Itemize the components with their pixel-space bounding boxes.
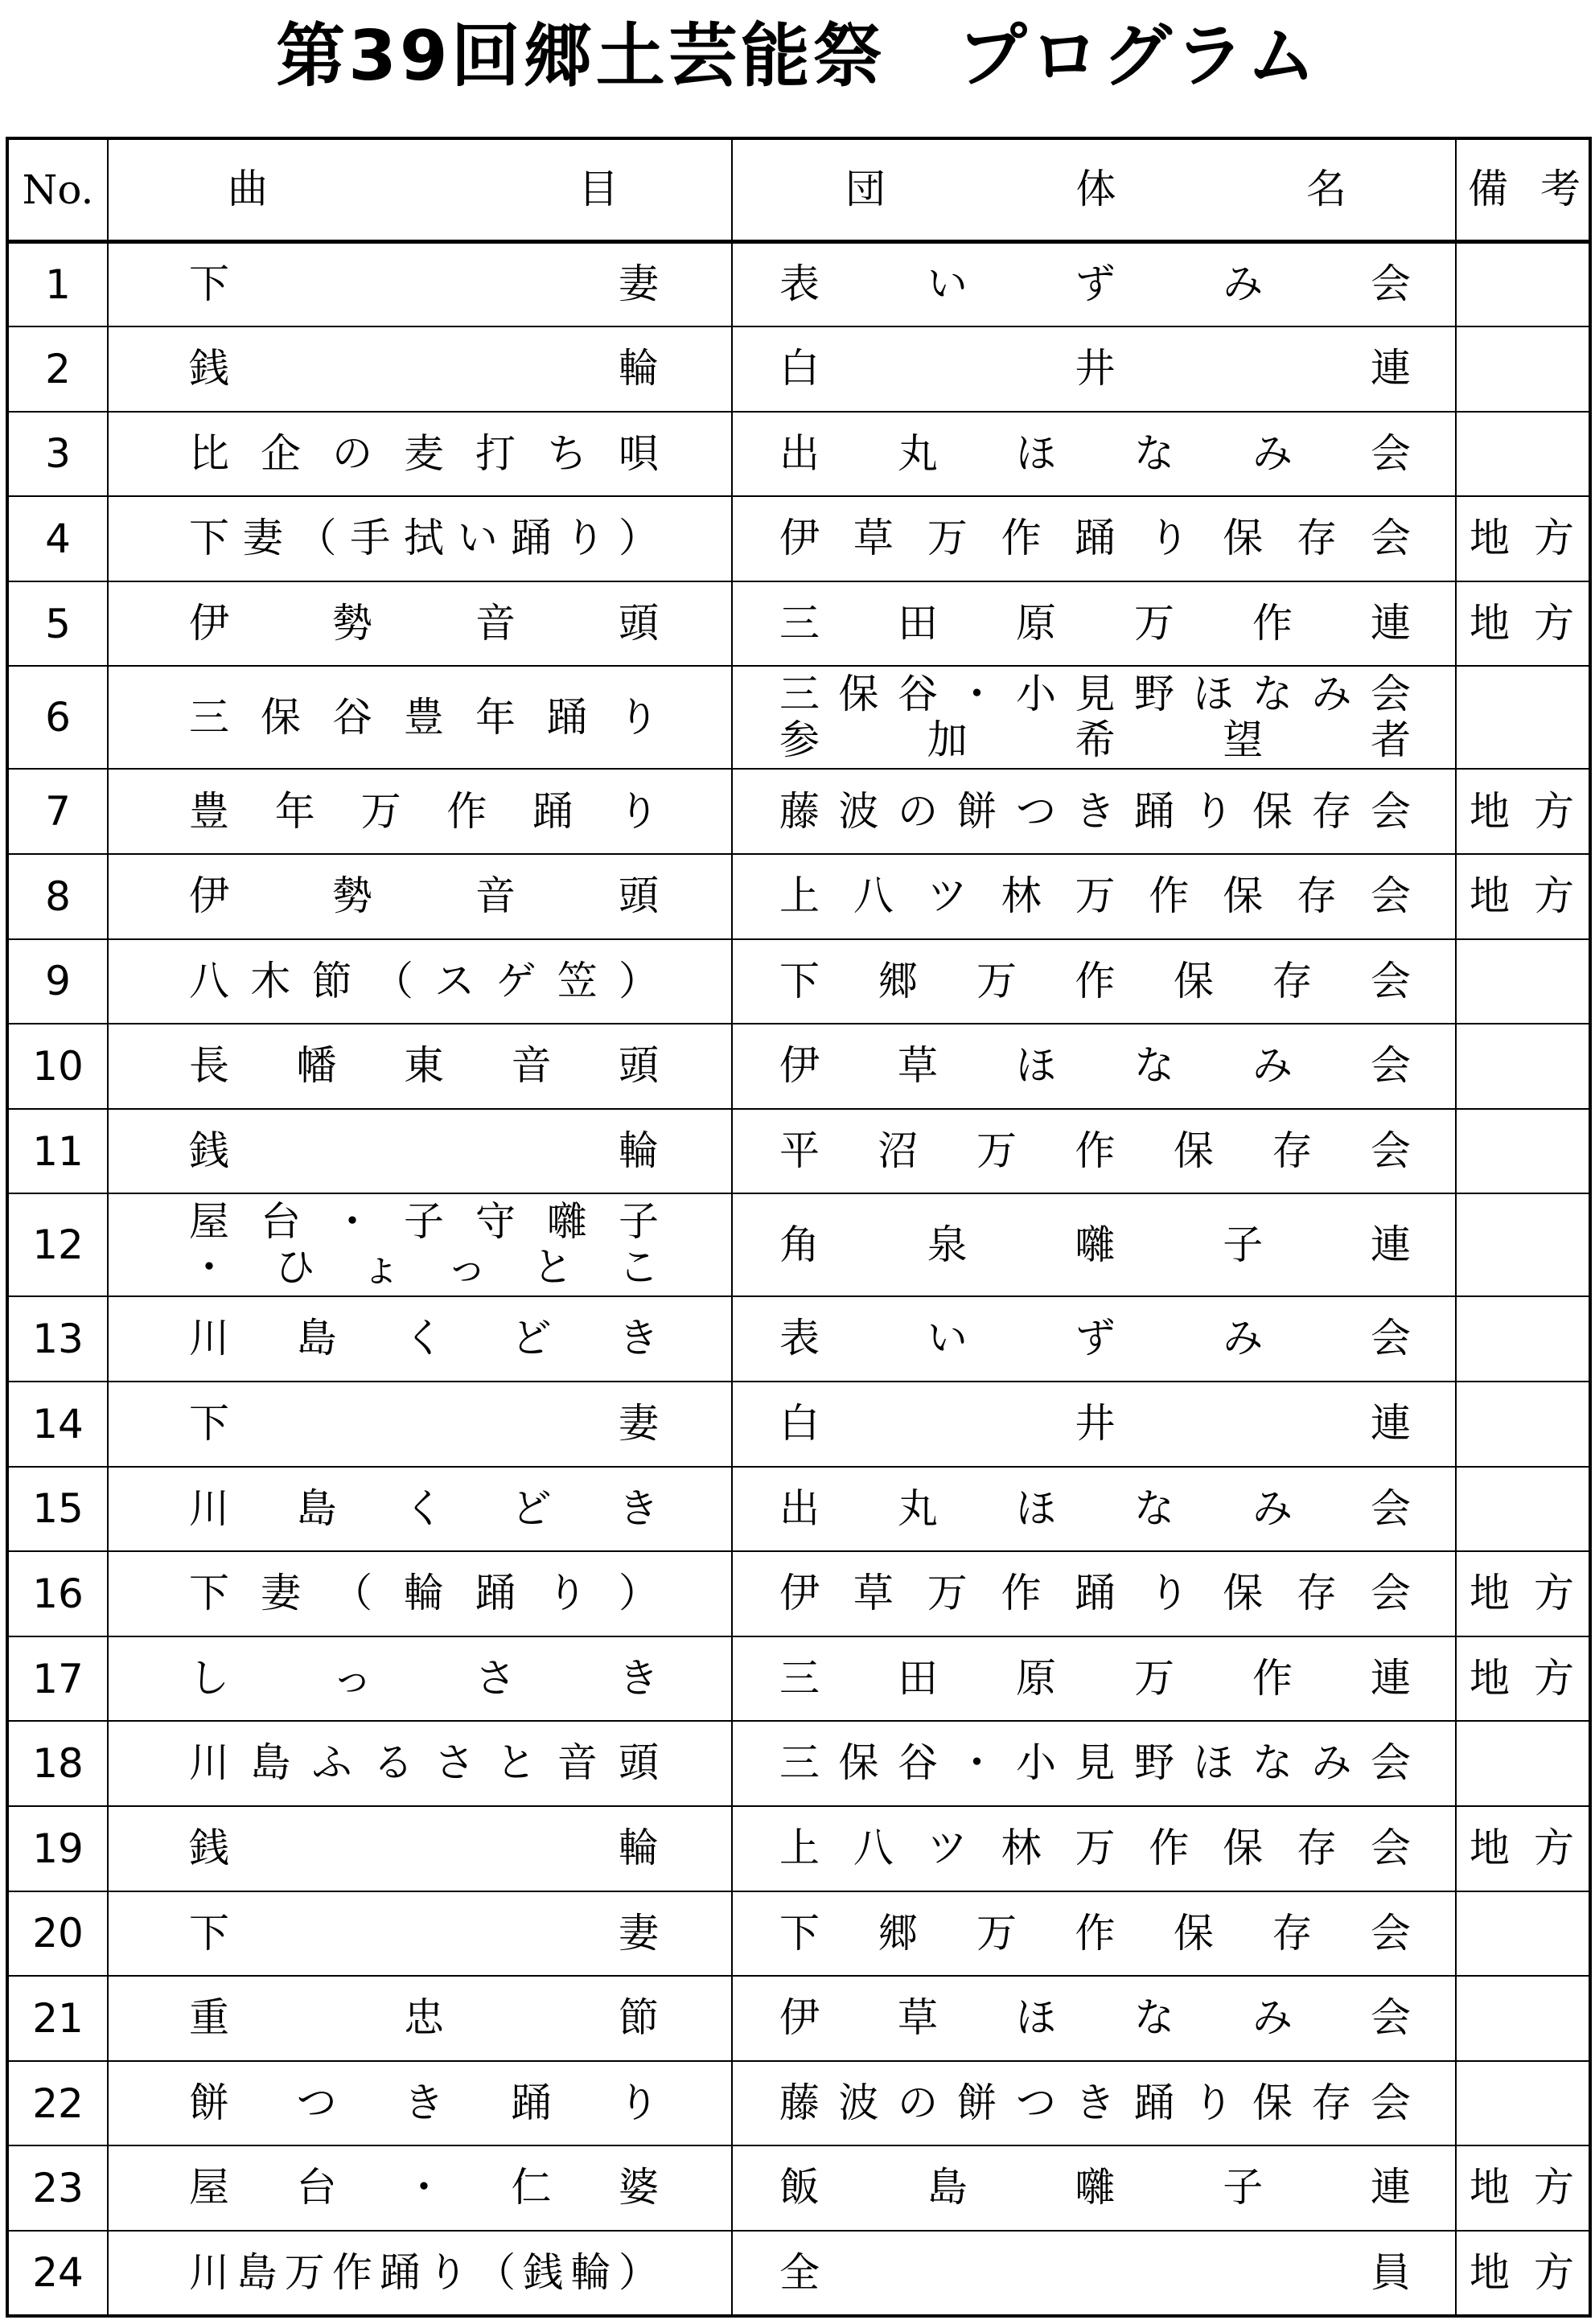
group-name [732,412,1456,497]
table-row [7,2145,1590,2231]
piece-name-line: 伊 勢 音 頭 [189,873,659,920]
header-group [732,138,1456,242]
note-text: 地 方 [1470,2164,1574,2211]
piece-name [108,1467,732,1552]
group-name [732,1109,1456,1194]
piece-name-line: 銭 輪 [189,1825,659,1872]
piece-name-line: 銭 輪 [189,1127,659,1174]
group-name [732,1636,1456,1722]
row-number: 17 [7,1636,108,1722]
piece-name [108,326,732,412]
piece-name [108,1721,732,1806]
row-number: 6 [7,666,108,769]
group-name-line: 飯 島 囃 子 連 [779,2164,1411,2211]
piece-name [108,496,732,581]
note [1456,581,1590,667]
row-number: 5 [7,581,108,667]
table-row [7,1024,1590,1109]
note [1456,1806,1590,1891]
group-name-line: 全 員 [779,2248,1411,2296]
piece-name [108,1296,732,1382]
note [1456,326,1590,412]
row-number: 4 [7,496,108,581]
table-row [7,242,1590,327]
group-name-line: 白 井 連 [779,1400,1411,1447]
piece-name [108,412,732,497]
group-name-line: 参 加 希 望 者 [779,716,1411,764]
row-number: 3 [7,412,108,497]
header-label: 曲 目 [228,166,619,213]
note [1456,1109,1590,1194]
row-number: 12 [7,1193,108,1296]
group-name [732,1382,1456,1467]
note [1456,1551,1590,1636]
table-body [7,242,1590,2316]
note [1456,854,1590,939]
piece-name-line: 銭 輪 [189,345,659,392]
group-name-line: 白 井 連 [779,345,1411,392]
table-row [7,1467,1590,1552]
group-name [732,1024,1456,1109]
note [1456,769,1590,854]
note-text: 地 方 [1470,2248,1574,2296]
piece-name [108,666,732,769]
table-row [7,939,1590,1024]
group-name-line: 上 八 ツ 林 万 作 保 存 会 [779,1825,1411,1872]
table-header-row [7,138,1590,242]
piece-name [108,1024,732,1109]
table-row [7,1806,1590,1891]
group-name [732,769,1456,854]
group-name-line: 出 丸 ほ な み 会 [779,429,1411,477]
piece-name [108,1806,732,1891]
group-name-line: 三 田 原 万 作 連 [779,599,1411,647]
row-number: 19 [7,1806,108,1891]
group-name [732,1976,1456,2061]
group-name-line: 平 沼 万 作 保 存 会 [779,1127,1411,1174]
piece-name-line: 下 妻 （ 手 拭 い 踊 り ） [189,515,659,562]
row-number: 18 [7,1721,108,1806]
piece-name-line: 屋 台 ・ 仁 婆 [189,2164,659,2211]
table-row [7,769,1590,854]
note [1456,1891,1590,1977]
piece-name-line: 下 妻 [189,1909,659,1957]
table-row [7,412,1590,497]
group-name-line: 上 八 ツ 林 万 作 保 存 会 [779,873,1411,920]
piece-name [108,2231,732,2316]
group-name-line: 下 郷 万 作 保 存 会 [779,1909,1411,1957]
table-row [7,2231,1590,2316]
piece-name [108,1891,732,1977]
note [1456,1721,1590,1806]
group-name-line: 藤 波 の 餅 つ き 踊 り 保 存 会 [779,787,1411,835]
group-name-line: 三 保 谷 ・ 小 見 野 ほ な み 会 [779,1739,1411,1787]
header-label: 備 考 [1468,166,1581,213]
group-name [732,1296,1456,1382]
piece-name [108,1976,732,2061]
table-row [7,1296,1590,1382]
note [1456,1467,1590,1552]
group-name [732,2061,1456,2146]
piece-name-line: 川 島 万 作 踊 り （ 銭 輪 ） [189,2248,659,2296]
group-name [732,1806,1456,1891]
piece-name [108,1551,732,1636]
table-row [7,1721,1590,1806]
row-number: 8 [7,854,108,939]
note [1456,1296,1590,1382]
row-number: 11 [7,1109,108,1194]
row-number: 2 [7,326,108,412]
group-name [732,854,1456,939]
table-row [7,1193,1590,1296]
group-name-line: 伊 草 万 作 踊 り 保 存 会 [779,1570,1411,1617]
row-number: 20 [7,1891,108,1977]
table-row [7,581,1590,667]
page-title: 第39回郷土芸能祭 プログラム [276,16,1319,96]
header-piece [108,138,732,242]
note [1456,1976,1590,2061]
table-row [7,1382,1590,1467]
row-number: 16 [7,1551,108,1636]
group-name-line: 表 い ず み 会 [779,261,1411,308]
note-text: 地 方 [1470,1654,1574,1702]
piece-name-line: 下 妻 （ 輪 踊 り ） [189,1570,659,1617]
group-name [732,666,1456,769]
row-number: 21 [7,1976,108,2061]
piece-name-line: 長 幡 東 音 頭 [189,1042,659,1090]
note [1456,496,1590,581]
note [1456,2145,1590,2231]
piece-name [108,854,732,939]
table-row [7,854,1590,939]
note-text: 地 方 [1470,599,1574,647]
note-text: 地 方 [1470,1825,1574,1872]
table-row [7,1891,1590,1977]
group-name-line: 伊 草 万 作 踊 り 保 存 会 [779,515,1411,562]
table-row [7,1551,1590,1636]
table-row [7,2061,1590,2146]
note [1456,1636,1590,1722]
piece-name [108,581,732,667]
note-text: 地 方 [1470,787,1574,835]
piece-name-line: ・ ひ ょ っ と こ [189,1244,659,1291]
program-table [6,137,1592,2318]
row-number: 1 [7,242,108,327]
note [1456,412,1590,497]
header-label: 団 体 名 [845,166,1346,213]
group-name [732,1891,1456,1977]
piece-name-line: 八 木 節 （ ス ゲ 笠 ） [189,957,659,1004]
piece-name [108,1382,732,1467]
piece-name [108,1109,732,1194]
header-no: No. [7,138,108,242]
group-name [732,326,1456,412]
piece-name [108,769,732,854]
piece-name-line: 川 島 ふ る さ と 音 頭 [189,1739,659,1787]
piece-name [108,939,732,1024]
group-name [732,2231,1456,2316]
group-name-line: 表 い ず み 会 [779,1315,1411,1362]
group-name [732,1193,1456,1296]
note [1456,1193,1590,1296]
row-number: 13 [7,1296,108,1382]
note [1456,242,1590,327]
note-text: 地 方 [1470,1570,1574,1617]
piece-name-line: 川 島 く ど き [189,1484,659,1532]
piece-name-line: 伊 勢 音 頭 [189,599,659,647]
piece-name-line: 餅 つ き 踊 り [189,2079,659,2126]
piece-name [108,242,732,327]
row-number: 7 [7,769,108,854]
group-name [732,1721,1456,1806]
note [1456,1382,1590,1467]
table-row [7,326,1590,412]
group-name-line: 下 郷 万 作 保 存 会 [779,957,1411,1004]
row-number: 10 [7,1024,108,1109]
piece-name-line: 重 忠 節 [189,1994,659,2042]
row-number: 14 [7,1382,108,1467]
group-name-line: 伊 草 ほ な み 会 [779,1042,1411,1090]
group-name-line: 三 田 原 万 作 連 [779,1654,1411,1702]
piece-name-line: 下 妻 [189,1400,659,1447]
table-row [7,666,1590,769]
note-text: 地 方 [1470,873,1574,920]
group-name [732,939,1456,1024]
group-name-line: 角 泉 囃 子 連 [779,1221,1411,1268]
group-name [732,242,1456,327]
piece-name-line: 屋 台 ・ 子 守 囃 子 [189,1197,659,1245]
piece-name [108,1193,732,1296]
note [1456,939,1590,1024]
row-number: 23 [7,2145,108,2231]
header-note [1456,138,1590,242]
group-name [732,1467,1456,1552]
table-row [7,1636,1590,1722]
note-text: 地 方 [1470,515,1574,562]
group-name-line: 出 丸 ほ な み 会 [779,1484,1411,1532]
row-number: 24 [7,2231,108,2316]
group-name [732,1551,1456,1636]
group-name [732,581,1456,667]
group-name-line: 藤 波 の 餅 つ き 踊 り 保 存 会 [779,2079,1411,2126]
row-number: 22 [7,2061,108,2146]
note [1456,666,1590,769]
piece-name-line: 三 保 谷 豊 年 踊 り [189,693,659,741]
row-number: 15 [7,1467,108,1552]
group-name-line: 三 保 谷 ・ 小 見 野 ほ な み 会 [779,670,1411,717]
piece-name-line: し っ さ き [189,1654,659,1702]
piece-name [108,1636,732,1722]
piece-name [108,2145,732,2231]
piece-name-line: 豊 年 万 作 踊 り [189,787,659,835]
group-name [732,496,1456,581]
table-row [7,496,1590,581]
note [1456,1024,1590,1109]
piece-name [108,2061,732,2146]
group-name [732,2145,1456,2231]
note [1456,2231,1590,2316]
piece-name-line: 川 島 く ど き [189,1315,659,1362]
row-number: 9 [7,939,108,1024]
table-row [7,1976,1590,2061]
table-row [7,1109,1590,1194]
piece-name-line: 下 妻 [189,261,659,308]
note [1456,2061,1590,2146]
piece-name-line: 比 企 の 麦 打 ち 唄 [189,429,659,477]
group-name-line: 伊 草 ほ な み 会 [779,1994,1411,2042]
